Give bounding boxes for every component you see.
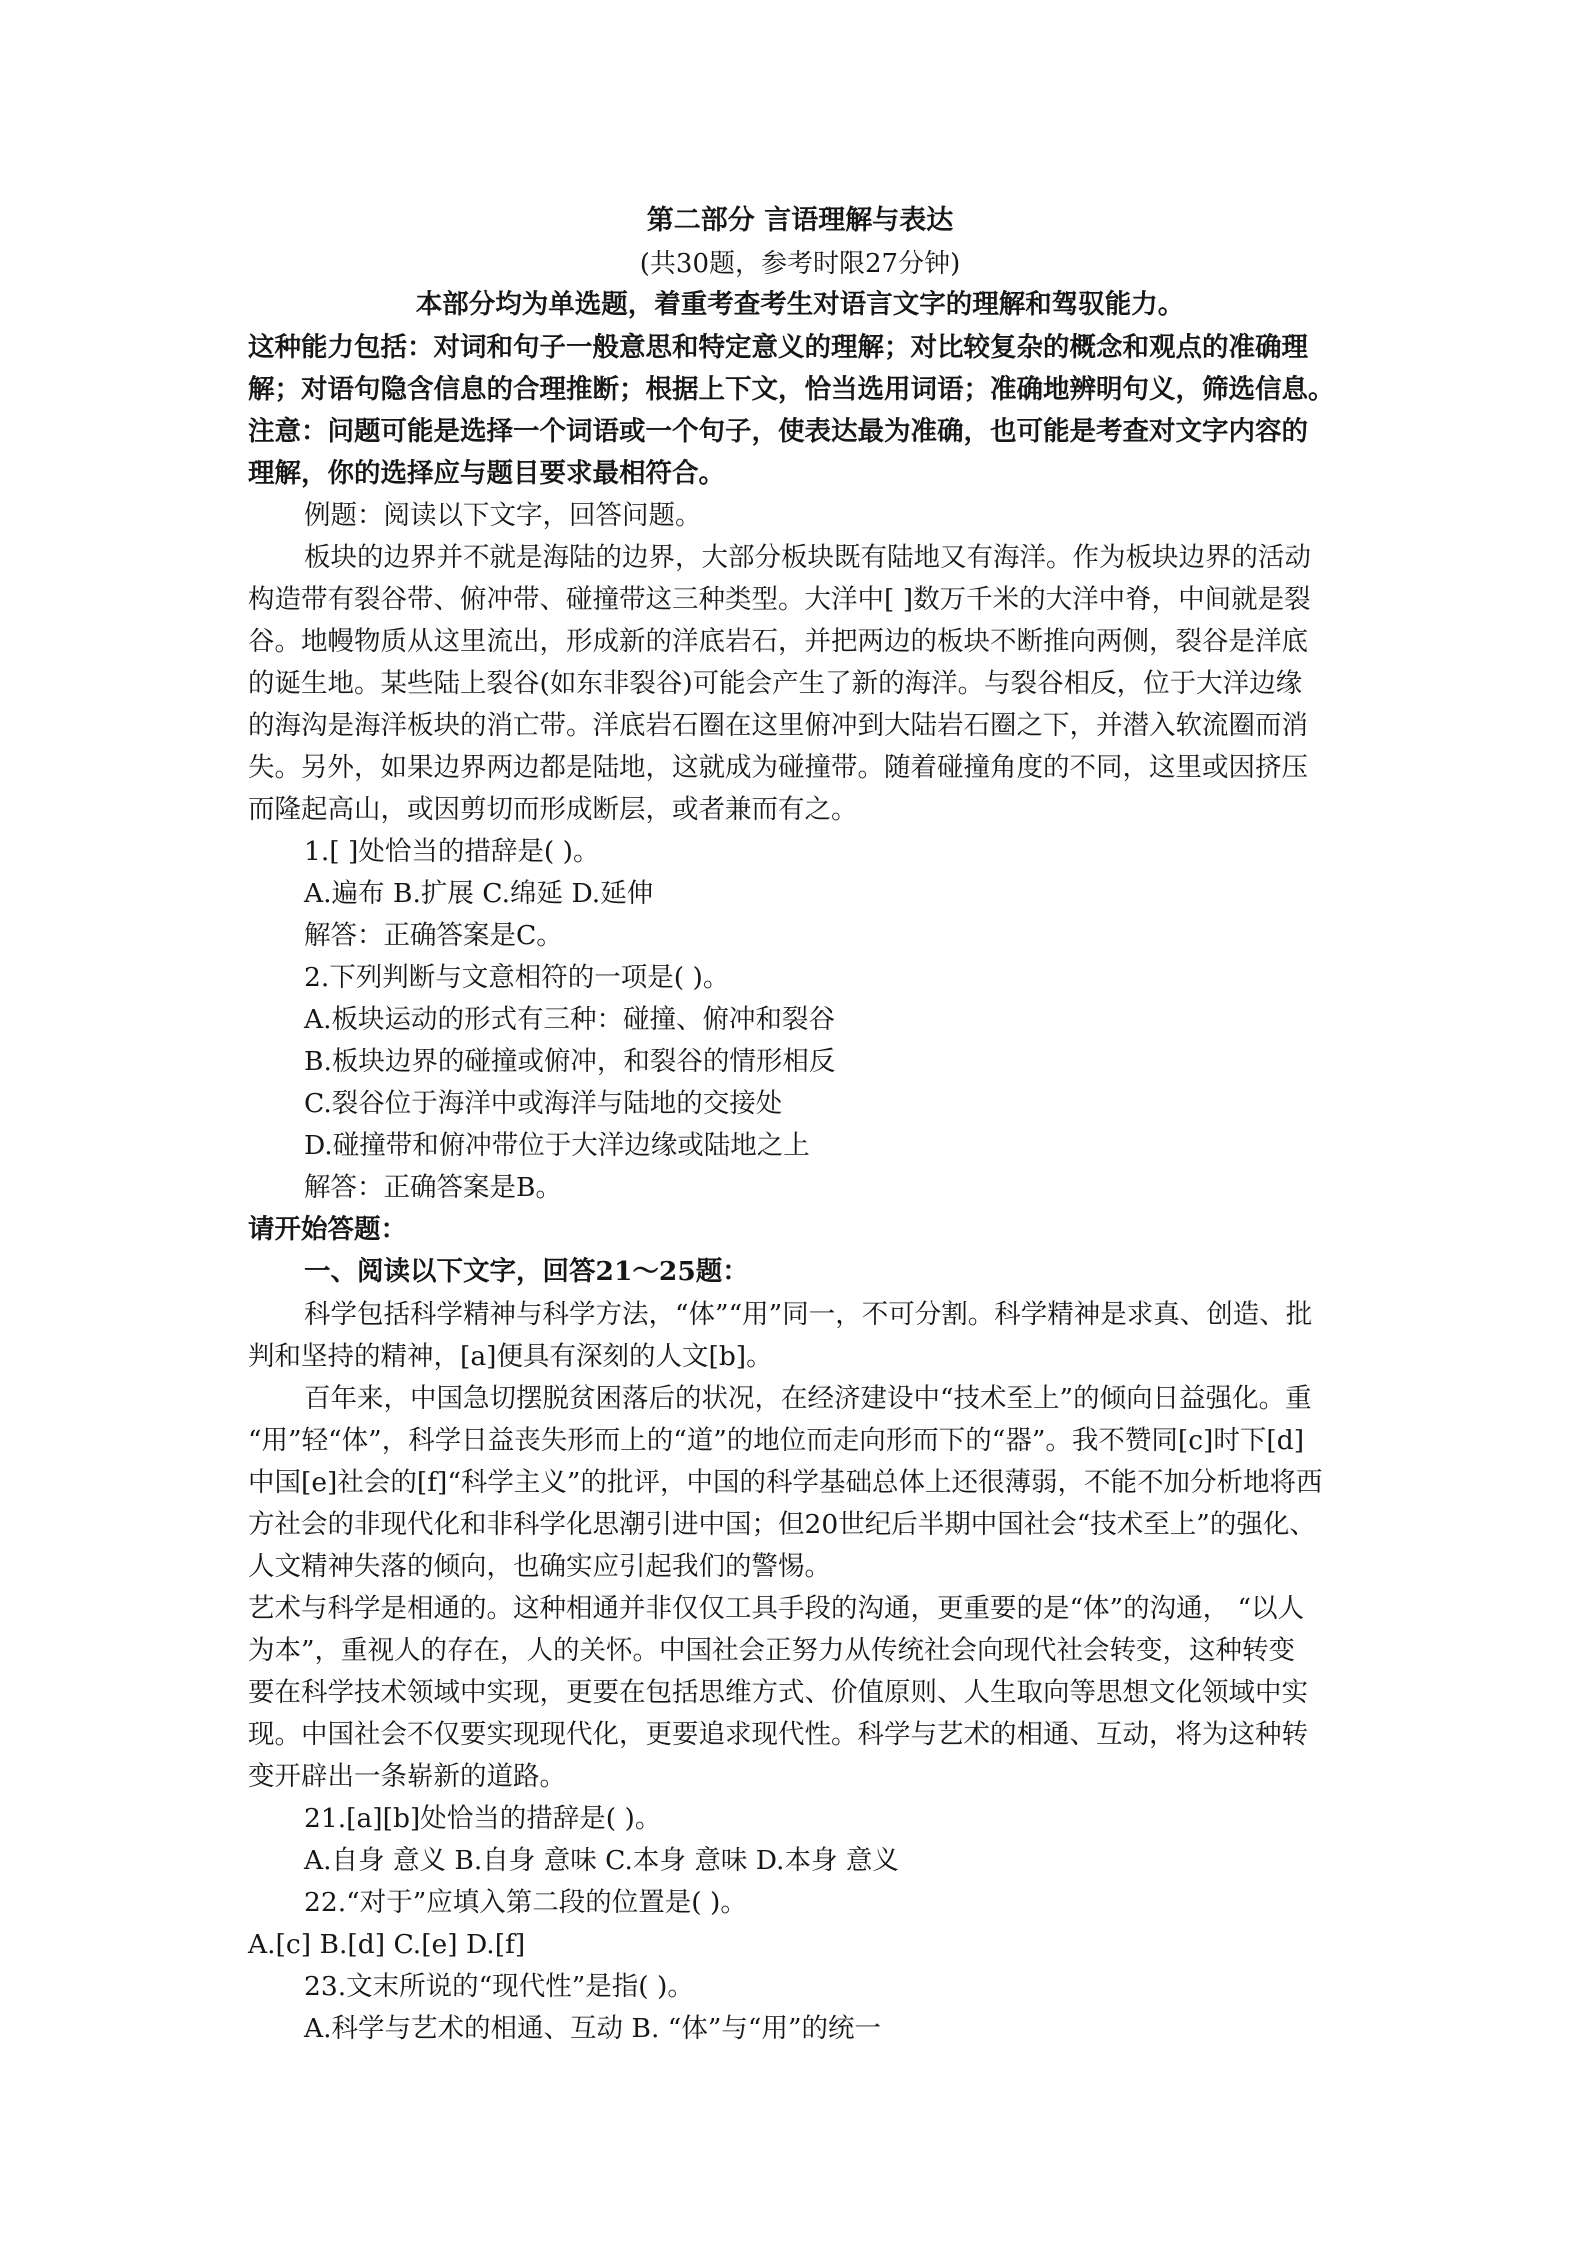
ability-line: 注意：问题可能是选择一个词语或一个句子，使表达最为准确，也可能是考查对文字内容的 bbox=[248, 416, 1308, 447]
passage-paragraph-line: 为本”，重视人的存在，人的关怀。中国社会正努力从传统社会向现代社会转变，这种转变 bbox=[248, 1635, 1296, 1666]
question-21: 21.[a][b]处恰当的措辞是( )。 bbox=[304, 1803, 662, 1834]
example-passage-line: 构造带有裂谷带、俯冲带、碰撞带这三种类型。大洋中[ ]数万千米的大洋中脊，中间就是裂 bbox=[248, 584, 1311, 615]
page-title: 第二部分 言语理解与表达 bbox=[646, 205, 954, 236]
example-question-2: 2.下列判断与文意相符的一项是( )。 bbox=[304, 962, 730, 993]
example-question-1: 1.[ ]处恰当的措辞是( )。 bbox=[304, 836, 600, 867]
start-answering-label: 请开始答题： bbox=[248, 1214, 407, 1245]
passage-paragraph-line: 中国[e]社会的[f]“科学主义”的批评，中国的科学基础总体上还很薄弱，不能不加分析地将西 bbox=[248, 1467, 1323, 1498]
page-subtitle: (共30题，参考时限27分钟) bbox=[639, 249, 961, 279]
example-question-2-option: D.碰撞带和俯冲带位于大洋边缘或陆地之上 bbox=[304, 1130, 810, 1161]
example-passage-line: 失。另外，如果边界两边都是陆地，这就成为碰撞带。随着碰撞角度的不同，这里或因挤压 bbox=[248, 752, 1308, 783]
passage-paragraph-line: 百年来，中国急切摆脱贫困落后的状况，在经济建设中“技术至上”的倾向日益强化。重 bbox=[304, 1383, 1312, 1414]
example-passage-line: 的海沟是海洋板块的消亡带。洋底岩石圈在这里俯冲到大陆岩石圈之下，并潜入软流圈而消 bbox=[248, 710, 1308, 741]
example-question-2-option: C.裂谷位于海洋中或海洋与陆地的交接处 bbox=[304, 1088, 783, 1119]
passage-paragraph-line: 判和坚持的精神，[a]便具有深刻的人文[b]。 bbox=[248, 1341, 773, 1372]
ability-line: 理解，你的选择应与题目要求最相符合。 bbox=[248, 458, 725, 489]
passage-paragraph-line: 要在科学技术领域中实现，更要在包括思维方式、价值原则、人生取向等思想文化领域中实 bbox=[248, 1677, 1308, 1708]
question-22-options: A.[c] B.[d] C.[e] D.[f] bbox=[248, 1929, 526, 1960]
question-21-options: A.自身 意义 B.自身 意味 C.本身 意味 D.本身 意义 bbox=[304, 1845, 899, 1876]
example-question-1-options: A.遍布 B.扩展 C.绵延 D.延伸 bbox=[304, 878, 654, 909]
passage-paragraph-line: 艺术与科学是相通的。这种相通并非仅仅工具手段的沟通，更重要的是“体”的沟通， “以人 bbox=[248, 1593, 1305, 1624]
section-1-heading: 一、阅读以下文字，回答21～25题： bbox=[304, 1256, 749, 1287]
example-question-2-option: A.板块运动的形式有三种：碰撞、俯冲和裂谷 bbox=[304, 1004, 836, 1035]
example-question-1-answer: 解答：正确答案是C。 bbox=[304, 920, 563, 951]
example-question-2-answer: 解答：正确答案是B。 bbox=[304, 1172, 562, 1203]
example-passage-line: 谷。地幔物质从这里流出，形成新的洋底岩石，并把两边的板块不断推向两侧，裂谷是洋底 bbox=[248, 626, 1308, 657]
example-question-2-option: B.板块边界的碰撞或俯冲，和裂谷的情形相反 bbox=[304, 1046, 836, 1077]
question-22: 22.“对于”应填入第二段的位置是( )。 bbox=[304, 1887, 747, 1918]
example-passage-line: 板块的边界并不就是海陆的边界，大部分板块既有陆地又有海洋。作为板块边界的活动 bbox=[304, 542, 1311, 573]
passage-paragraph-line: 科学包括科学精神与科学方法，“体”“用”同一，不可分割。科学精神是求真、创造、批 bbox=[304, 1299, 1313, 1330]
example-intro: 例题：阅读以下文字，回答问题。 bbox=[304, 500, 702, 531]
example-passage-line: 而隆起高山，或因剪切而形成断层，或者兼而有之。 bbox=[248, 794, 858, 825]
ability-line: 解；对语句隐含信息的合理推断；根据上下文，恰当选用词语；准确地辨明句义，筛选信息。 bbox=[248, 374, 1335, 405]
example-passage-line: 的诞生地。某些陆上裂谷(如东非裂谷)可能会产生了新的海洋。与裂谷相反，位于大洋边缘 bbox=[248, 668, 1303, 699]
passage-paragraph-line: 变开辟出一条崭新的道路。 bbox=[248, 1761, 566, 1792]
question-23: 23.文末所说的“现代性”是指( )。 bbox=[304, 1971, 694, 2002]
passage-paragraph-line: 方社会的非现代化和非科学化思潮引进中国；但20世纪后半期中国社会“技术至上”的强化、 bbox=[248, 1509, 1316, 1540]
ability-line: 这种能力包括：对词和句子一般意思和特定意义的理解；对比较复杂的概念和观点的准确理 bbox=[248, 332, 1308, 363]
passage-paragraph-line: 现。中国社会不仅要实现现代化，更要追求现代性。科学与艺术的相通、互动，将为这种转 bbox=[248, 1719, 1308, 1750]
passage-paragraph-line: 人文精神失落的倾向，也确实应引起我们的警惕。 bbox=[248, 1551, 831, 1582]
question-23-options: A.科学与艺术的相通、互动 B. “体”与“用”的统一 bbox=[304, 2013, 881, 2044]
passage-paragraph-line: “用”轻“体”，科学日益丧失形而上的“道”的地位而走向形而下的“器”。我不赞同[c]时下[d] bbox=[248, 1425, 1305, 1456]
section-intro: 本部分均为单选题，着重考查考生对语言文字的理解和驾驭能力。 bbox=[415, 289, 1185, 320]
